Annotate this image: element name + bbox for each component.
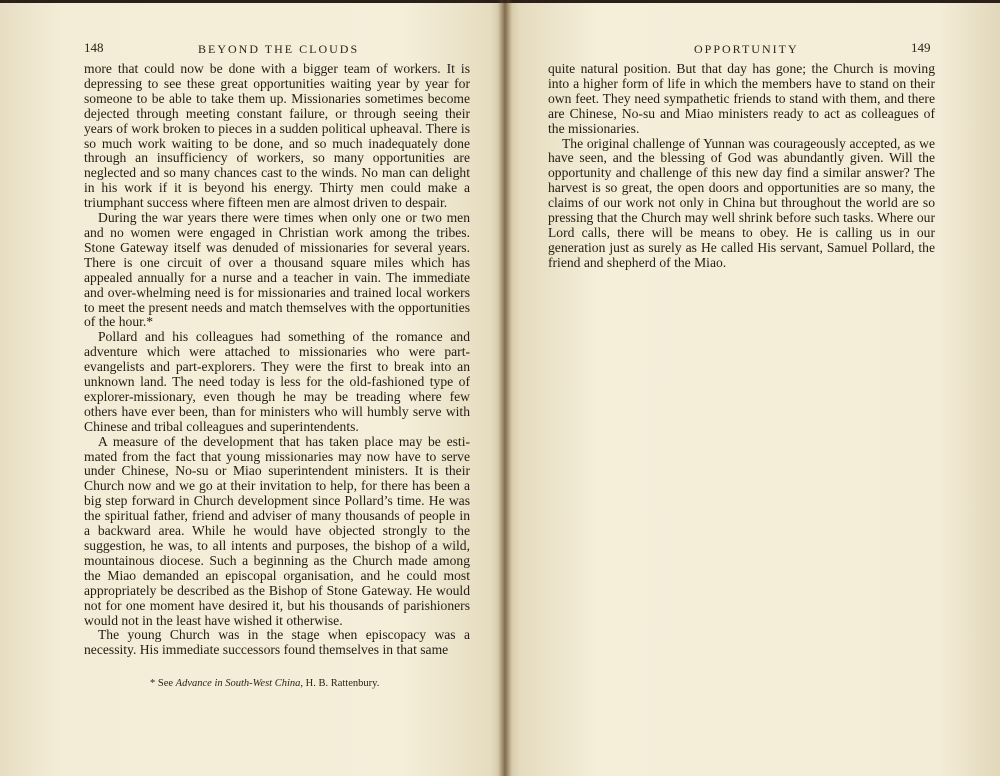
footnote (150, 678, 470, 689)
left-running-head: BEYOND THE CLOUDS (198, 42, 360, 56)
paragraph: more that could now be done with a bigger team of workers. It is depressing to see these great opportunities waiting year by year for someone to be able to take them up. Missionaries sometimes become dejected through meeting constant failure, or through seeing their years of work broken to pieces in a sudden political upheaval. There is so much work waiting to be done, and so much inadequately done through an insufficiency of workers, so many opportunities are neglected and so many chances cast to the winds. No man can delight in his work if it is beyond his energy. Thirty men could make a triumphant success where fifteen men are almost driven to despair. (84, 61, 470, 211)
left-text-block (84, 62, 470, 658)
right-page (508, 0, 1000, 776)
footnote-title: Advance in South-West China (175, 678, 301, 689)
left-page-number: 148 (84, 40, 104, 55)
paragraph: A measure of the development that has taken place may be esti-mated from the fact that young missionaries may now have to serve under Chinese, No-su or Miao superintendent ministers. It is their Church now and we go at their invitation to help, for there has been a big step forward in Church development since Pollard’s time. He was the spiritual father, friend and adviser of many thousands of people in a backward area. While he would have objected strongly to the suggestion, he was, to all intents and purposes, the bishop of a wild, mountainous diocese. Such a beginning as the Church made among the Miao demanded an episcopal organisation, and he could most appropriately be described as the Bishop of Stone Gateway. He would not for one moment have desired it, but his thousands of parishioners would not in the least have wished it otherwise. (84, 433, 470, 628)
paragraph: Pollard and his colleagues had something of the romance and adventure which were attached to missionaries who were part-evangelists and part-explorers. They were the first to break into an unknown land. The need today is less for the old-fashioned type of explorer-missionary, even though he may be treading where few others have ever been, than for ministers who will humbly serve with Chinese and tribal colleagues and superintendents. (84, 329, 470, 434)
paragraph: The young Church was in the stage when episcopacy was a necessity. His immediate successors found themselves in that same (84, 627, 470, 658)
footnote-marker: * See (150, 678, 174, 689)
right-text-block (548, 62, 935, 271)
right-running-head: OPPORTUNITY (694, 42, 799, 56)
paragraph: During the war years there were times when only one or two men and no women were engaged in Christian work among the tribes. Stone Gateway itself was denuded of missionaries for several years. There is one circuit of over a thousand square miles which has appealed annually for a nurse and a teacher in vain. The immediate and over-whelming need is for missionaries and trained local workers to meet the present needs and match themselves with the opportunities of the hour.* (84, 210, 470, 330)
right-page-number: 149 (911, 40, 931, 55)
paragraph: quite natural position. But that day has gone; the Church is moving into a higher form of life in which the members have to stand on their own feet. They need sympathetic friends to stand with them, and there are Chinese, No-su and Miao ministers ready to act as colleagues of the missionaries. (548, 61, 935, 136)
paragraph: The original challenge of Yunnan was courageously accepted, as we have seen, and the blessing of God was abundantly given. Will the opportunity and challenge of this new day find a similar answer? The harvest is so great, the open doors and opportunities are so many, the claims of our work not only in China but throughout the world are so pressing that the Church may well shrink before such tasks. Where our Lord calls, there will be means to obey. He is calling us in our generation just as surely as He called His servant, Samuel Pollard, the friend and shepherd of the Miao. (548, 135, 935, 270)
footnote-author: , H. B. Rattenbury. (300, 678, 380, 689)
